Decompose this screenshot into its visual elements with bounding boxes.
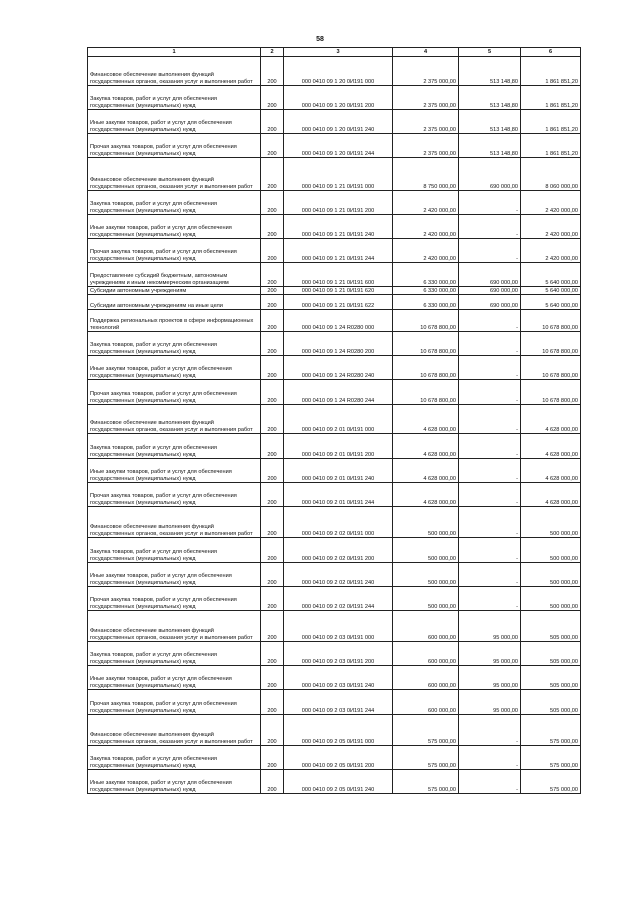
row-code-cell: 200 xyxy=(261,611,284,642)
table-row xyxy=(88,690,581,715)
table-row xyxy=(88,483,581,507)
row-exec-cell: - xyxy=(459,459,521,483)
row-plan-cell: 575 000,00 xyxy=(393,746,459,770)
row-kbk-cell: 000 0410 09 1 20 0И191 000 xyxy=(284,57,393,86)
row-plan-cell: 500 000,00 xyxy=(393,507,459,538)
row-kbk-cell: 000 0410 09 1 21 0И191 244 xyxy=(284,239,393,263)
row-name-cell: Иные закупки товаров, работ и услуг для обеспечения государственных (муниципальных) нужд xyxy=(88,459,261,483)
row-name-cell: Иные закупки товаров, работ и услуг для обеспечения государственных (муниципальных) нужд xyxy=(88,563,261,587)
row-name-cell: Поддержка региональных проектов в сфере информационных технологий xyxy=(88,310,261,332)
table-row xyxy=(88,715,581,746)
row-code-cell: 200 xyxy=(261,483,284,507)
row-name-cell: Финансовое обеспечение выполнения функций государственных органов, оказания услуг и выполнения работ xyxy=(88,611,261,642)
row-name-cell: Закупка товаров, работ и услуг для обеспечения государственных (муниципальных) нужд xyxy=(88,642,261,666)
row-rest-cell: 4 628 000,00 xyxy=(521,459,581,483)
row-exec-cell: - xyxy=(459,215,521,239)
table-row xyxy=(88,587,581,611)
row-plan-cell: 500 000,00 xyxy=(393,563,459,587)
row-kbk-cell: 000 0410 09 2 05 0И191 000 xyxy=(284,715,393,746)
row-plan-cell: 10 678 800,00 xyxy=(393,310,459,332)
row-rest-cell: 575 000,00 xyxy=(521,715,581,746)
row-name-cell: Прочая закупка товаров, работ и услуг для обеспечения государственных (муниципальных) нужд xyxy=(88,239,261,263)
header-cell: 5 xyxy=(459,48,521,57)
row-name-cell: Прочая закупка товаров, работ и услуг для обеспечения государственных (муниципальных) нужд xyxy=(88,134,261,158)
row-exec-cell: 513 148,80 xyxy=(459,110,521,134)
header-row xyxy=(88,48,581,57)
row-plan-cell: 2 420 000,00 xyxy=(393,191,459,215)
row-plan-cell: 600 000,00 xyxy=(393,642,459,666)
row-name-cell: Прочая закупка товаров, работ и услуг для обеспечения государственных (муниципальных) нужд xyxy=(88,483,261,507)
row-plan-cell: 600 000,00 xyxy=(393,690,459,715)
row-code-cell: 200 xyxy=(261,405,284,434)
row-exec-cell: - xyxy=(459,434,521,459)
row-name-cell: Прочая закупка товаров, работ и услуг для обеспечения государственных (муниципальных) нужд xyxy=(88,690,261,715)
table-row xyxy=(88,356,581,380)
row-code-cell: 200 xyxy=(261,134,284,158)
table-row xyxy=(88,459,581,483)
row-name-cell: Иные закупки товаров, работ и услуг для обеспечения государственных (муниципальных) нужд xyxy=(88,666,261,690)
row-exec-cell: - xyxy=(459,380,521,405)
row-code-cell: 200 xyxy=(261,746,284,770)
row-code-cell: 200 xyxy=(261,295,284,310)
row-plan-cell: 2 420 000,00 xyxy=(393,239,459,263)
table-row xyxy=(88,746,581,770)
row-exec-cell: - xyxy=(459,563,521,587)
table-row xyxy=(88,434,581,459)
row-code-cell: 200 xyxy=(261,563,284,587)
row-rest-cell: 4 628 000,00 xyxy=(521,405,581,434)
row-name-cell: Субсидии автономным учреждениям xyxy=(88,287,261,295)
row-exec-cell: - xyxy=(459,239,521,263)
row-name-cell: Финансовое обеспечение выполнения функций государственных органов, оказания услуг и выполнения работ xyxy=(88,158,261,191)
row-exec-cell: - xyxy=(459,191,521,215)
row-kbk-cell: 000 0410 09 1 24 R0280 000 xyxy=(284,310,393,332)
row-kbk-cell: 000 0410 09 1 21 0И191 240 xyxy=(284,215,393,239)
row-kbk-cell: 000 0410 09 2 02 0И191 000 xyxy=(284,507,393,538)
row-rest-cell: 10 678 800,00 xyxy=(521,380,581,405)
row-name-cell: Финансовое обеспечение выполнения функций государственных органов, оказания услуг и выполнения работ xyxy=(88,507,261,538)
row-name-cell: Иные закупки товаров, работ и услуг для обеспечения государственных (муниципальных) нужд xyxy=(88,110,261,134)
row-rest-cell: 4 628 000,00 xyxy=(521,434,581,459)
row-rest-cell: 500 000,00 xyxy=(521,587,581,611)
row-kbk-cell: 000 0410 09 2 03 0И191 200 xyxy=(284,642,393,666)
row-name-cell: Прочая закупка товаров, работ и услуг для обеспечения государственных (муниципальных) нужд xyxy=(88,380,261,405)
row-rest-cell: 10 678 800,00 xyxy=(521,332,581,356)
row-code-cell: 200 xyxy=(261,263,284,287)
row-rest-cell: 10 678 800,00 xyxy=(521,310,581,332)
row-code-cell: 200 xyxy=(261,538,284,563)
row-exec-cell: 95 000,00 xyxy=(459,611,521,642)
row-name-cell: Закупка товаров, работ и услуг для обеспечения государственных (муниципальных) нужд xyxy=(88,746,261,770)
table-row xyxy=(88,215,581,239)
row-rest-cell: 505 000,00 xyxy=(521,666,581,690)
row-code-cell: 200 xyxy=(261,57,284,86)
row-plan-cell: 500 000,00 xyxy=(393,538,459,563)
table-row xyxy=(88,158,581,191)
row-exec-cell: - xyxy=(459,332,521,356)
row-code-cell: 200 xyxy=(261,459,284,483)
row-code-cell: 200 xyxy=(261,587,284,611)
row-kbk-cell: 000 0410 09 2 01 0И191 000 xyxy=(284,405,393,434)
row-rest-cell: 575 000,00 xyxy=(521,746,581,770)
row-name-cell: Финансовое обеспечение выполнения функций государственных органов, оказания услуг и выполнения работ xyxy=(88,57,261,86)
row-name-cell: Прочая закупка товаров, работ и услуг для обеспечения государственных (муниципальных) нужд xyxy=(88,587,261,611)
row-exec-cell: - xyxy=(459,405,521,434)
row-kbk-cell: 000 0410 09 1 21 0И191 600 xyxy=(284,263,393,287)
row-rest-cell: 4 628 000,00 xyxy=(521,483,581,507)
row-exec-cell: - xyxy=(459,715,521,746)
row-kbk-cell: 000 0410 09 2 05 0И191 240 xyxy=(284,770,393,794)
row-kbk-cell: 000 0410 09 2 03 0И191 000 xyxy=(284,611,393,642)
row-plan-cell: 6 330 000,00 xyxy=(393,287,459,295)
row-exec-cell: - xyxy=(459,538,521,563)
row-exec-cell: 95 000,00 xyxy=(459,690,521,715)
row-code-cell: 200 xyxy=(261,287,284,295)
row-rest-cell: 500 000,00 xyxy=(521,563,581,587)
table-row xyxy=(88,611,581,642)
row-exec-cell: 690 000,00 xyxy=(459,158,521,191)
row-code-cell: 200 xyxy=(261,507,284,538)
row-code-cell: 200 xyxy=(261,666,284,690)
table-row xyxy=(88,110,581,134)
row-plan-cell: 2 375 000,00 xyxy=(393,134,459,158)
row-kbk-cell: 000 0410 09 2 02 0И191 244 xyxy=(284,587,393,611)
row-exec-cell: 690 000,00 xyxy=(459,263,521,287)
row-kbk-cell: 000 0410 09 2 02 0И191 240 xyxy=(284,563,393,587)
row-plan-cell: 6 330 000,00 xyxy=(393,295,459,310)
row-plan-cell: 500 000,00 xyxy=(393,587,459,611)
row-code-cell: 200 xyxy=(261,715,284,746)
row-rest-cell: 5 640 000,00 xyxy=(521,287,581,295)
row-rest-cell: 8 060 000,00 xyxy=(521,158,581,191)
header-cell: 1 xyxy=(88,48,261,57)
row-name-cell: Закупка товаров, работ и услуг для обеспечения государственных (муниципальных) нужд xyxy=(88,538,261,563)
row-exec-cell: - xyxy=(459,770,521,794)
row-rest-cell: 505 000,00 xyxy=(521,642,581,666)
row-rest-cell: 2 420 000,00 xyxy=(521,215,581,239)
row-plan-cell: 575 000,00 xyxy=(393,715,459,746)
row-code-cell: 200 xyxy=(261,215,284,239)
row-rest-cell: 10 678 800,00 xyxy=(521,356,581,380)
table-row xyxy=(88,563,581,587)
row-kbk-cell: 000 0410 09 1 24 R0280 244 xyxy=(284,380,393,405)
table-row xyxy=(88,405,581,434)
table-row xyxy=(88,86,581,110)
row-exec-cell: 513 148,80 xyxy=(459,57,521,86)
row-exec-cell: - xyxy=(459,746,521,770)
row-kbk-cell: 000 0410 09 1 21 0И191 620 xyxy=(284,287,393,295)
row-rest-cell: 500 000,00 xyxy=(521,538,581,563)
row-plan-cell: 10 678 800,00 xyxy=(393,356,459,380)
row-exec-cell: 513 148,80 xyxy=(459,86,521,110)
row-name-cell: Закупка товаров, работ и услуг для обеспечения государственных (муниципальных) нужд xyxy=(88,332,261,356)
row-kbk-cell: 000 0410 09 2 01 0И191 200 xyxy=(284,434,393,459)
row-plan-cell: 4 628 000,00 xyxy=(393,483,459,507)
row-exec-cell: - xyxy=(459,587,521,611)
row-code-cell: 200 xyxy=(261,239,284,263)
table-body xyxy=(88,48,581,794)
row-rest-cell: 505 000,00 xyxy=(521,690,581,715)
table-row xyxy=(88,538,581,563)
row-name-cell: Финансовое обеспечение выполнения функций государственных органов, оказания услуг и выполнения работ xyxy=(88,715,261,746)
row-plan-cell: 600 000,00 xyxy=(393,666,459,690)
budget-table xyxy=(87,47,581,794)
row-plan-cell: 600 000,00 xyxy=(393,611,459,642)
row-kbk-cell: 000 0410 09 2 01 0И191 244 xyxy=(284,483,393,507)
row-exec-cell: 690 000,00 xyxy=(459,295,521,310)
row-plan-cell: 4 628 000,00 xyxy=(393,459,459,483)
header-cell: 4 xyxy=(393,48,459,57)
table-row xyxy=(88,263,581,287)
row-code-cell: 200 xyxy=(261,434,284,459)
row-plan-cell: 575 000,00 xyxy=(393,770,459,794)
row-code-cell: 200 xyxy=(261,191,284,215)
row-name-cell: Иные закупки товаров, работ и услуг для обеспечения государственных (муниципальных) нужд xyxy=(88,770,261,794)
row-rest-cell: 1 861 851,20 xyxy=(521,86,581,110)
row-rest-cell: 5 640 000,00 xyxy=(521,263,581,287)
table-row xyxy=(88,332,581,356)
row-plan-cell: 8 750 000,00 xyxy=(393,158,459,191)
row-name-cell: Субсидии автономным учреждениям на иные цели xyxy=(88,295,261,310)
row-kbk-cell: 000 0410 09 2 02 0И191 200 xyxy=(284,538,393,563)
row-plan-cell: 2 375 000,00 xyxy=(393,110,459,134)
row-plan-cell: 6 330 000,00 xyxy=(393,263,459,287)
row-exec-cell: - xyxy=(459,356,521,380)
row-exec-cell: 513 148,80 xyxy=(459,134,521,158)
row-code-cell: 200 xyxy=(261,642,284,666)
row-name-cell: Финансовое обеспечение выполнения функций государственных органов, оказания услуг и выполнения работ xyxy=(88,405,261,434)
row-kbk-cell: 000 0410 09 1 20 0И191 240 xyxy=(284,110,393,134)
row-kbk-cell: 000 0410 09 1 20 0И191 244 xyxy=(284,134,393,158)
header-cell: 2 xyxy=(261,48,284,57)
row-code-cell: 200 xyxy=(261,690,284,715)
row-name-cell: Иные закупки товаров, работ и услуг для обеспечения государственных (муниципальных) нужд xyxy=(88,356,261,380)
table-row xyxy=(88,380,581,405)
row-name-cell: Предоставление субсидий бюджетным, автономным учреждениям и иным некоммерческим организациям xyxy=(88,263,261,287)
row-name-cell: Иные закупки товаров, работ и услуг для обеспечения государственных (муниципальных) нужд xyxy=(88,215,261,239)
row-rest-cell: 5 640 000,00 xyxy=(521,295,581,310)
row-rest-cell: 500 000,00 xyxy=(521,507,581,538)
row-rest-cell: 2 420 000,00 xyxy=(521,191,581,215)
row-code-cell: 200 xyxy=(261,356,284,380)
row-name-cell: Закупка товаров, работ и услуг для обеспечения государственных (муниципальных) нужд xyxy=(88,86,261,110)
row-code-cell: 200 xyxy=(261,110,284,134)
row-plan-cell: 10 678 800,00 xyxy=(393,380,459,405)
row-kbk-cell: 000 0410 09 2 03 0И191 240 xyxy=(284,666,393,690)
row-code-cell: 200 xyxy=(261,310,284,332)
table-row xyxy=(88,507,581,538)
row-exec-cell: 690 000,00 xyxy=(459,287,521,295)
row-code-cell: 200 xyxy=(261,332,284,356)
row-rest-cell: 1 861 851,20 xyxy=(521,110,581,134)
row-rest-cell: 505 000,00 xyxy=(521,611,581,642)
table-row xyxy=(88,770,581,794)
row-plan-cell: 10 678 800,00 xyxy=(393,332,459,356)
row-plan-cell: 4 628 000,00 xyxy=(393,405,459,434)
row-kbk-cell: 000 0410 09 1 20 0И191 200 xyxy=(284,86,393,110)
table-row xyxy=(88,666,581,690)
table-row xyxy=(88,642,581,666)
row-code-cell: 200 xyxy=(261,158,284,191)
row-kbk-cell: 000 0410 09 1 21 0И191 200 xyxy=(284,191,393,215)
page-number: 58 xyxy=(316,36,324,43)
row-exec-cell: - xyxy=(459,310,521,332)
row-rest-cell: 575 000,00 xyxy=(521,770,581,794)
table-row xyxy=(88,310,581,332)
row-rest-cell: 1 861 851,20 xyxy=(521,134,581,158)
table-row xyxy=(88,57,581,86)
row-code-cell: 200 xyxy=(261,380,284,405)
row-kbk-cell: 000 0410 09 1 21 0И191 622 xyxy=(284,295,393,310)
row-plan-cell: 2 375 000,00 xyxy=(393,86,459,110)
row-name-cell: Закупка товаров, работ и услуг для обеспечения государственных (муниципальных) нужд xyxy=(88,434,261,459)
row-kbk-cell: 000 0410 09 1 21 0И191 000 xyxy=(284,158,393,191)
table-row xyxy=(88,134,581,158)
table-row xyxy=(88,287,581,295)
row-kbk-cell: 000 0410 09 1 24 R0280 200 xyxy=(284,332,393,356)
table-row xyxy=(88,295,581,310)
row-code-cell: 200 xyxy=(261,86,284,110)
row-plan-cell: 4 628 000,00 xyxy=(393,434,459,459)
row-exec-cell: - xyxy=(459,507,521,538)
row-exec-cell: 95 000,00 xyxy=(459,642,521,666)
row-exec-cell: - xyxy=(459,483,521,507)
header-cell: 6 xyxy=(521,48,581,57)
header-cell: 3 xyxy=(284,48,393,57)
row-rest-cell: 1 861 851,20 xyxy=(521,57,581,86)
row-kbk-cell: 000 0410 09 2 05 0И191 200 xyxy=(284,746,393,770)
table-row xyxy=(88,191,581,215)
row-name-cell: Закупка товаров, работ и услуг для обеспечения государственных (муниципальных) нужд xyxy=(88,191,261,215)
row-kbk-cell: 000 0410 09 2 01 0И191 240 xyxy=(284,459,393,483)
row-exec-cell: 95 000,00 xyxy=(459,666,521,690)
row-rest-cell: 2 420 000,00 xyxy=(521,239,581,263)
row-code-cell: 200 xyxy=(261,770,284,794)
table-row xyxy=(88,239,581,263)
row-kbk-cell: 000 0410 09 1 24 R0280 240 xyxy=(284,356,393,380)
row-plan-cell: 2 375 000,00 xyxy=(393,57,459,86)
row-plan-cell: 2 420 000,00 xyxy=(393,215,459,239)
row-kbk-cell: 000 0410 09 2 03 0И191 244 xyxy=(284,690,393,715)
